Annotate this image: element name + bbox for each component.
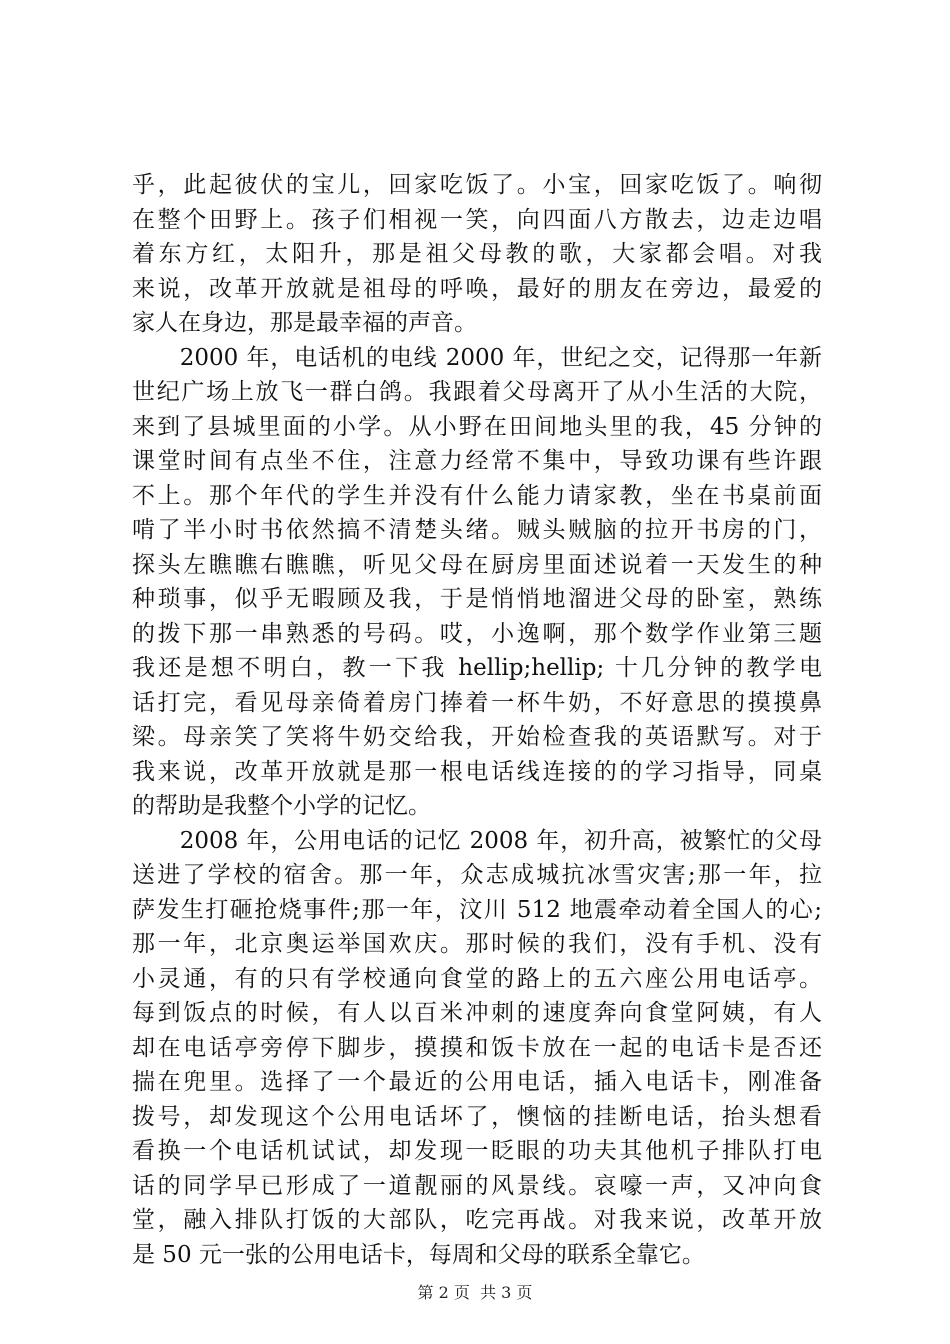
text-line: 啃了半小时书依然搞不清楚头绪。贼头贼脑的拉开书房的门， bbox=[132, 517, 822, 543]
text-line: 种琐事，似乎无暇顾及我，于是悄悄地溜进父母的卧室，熟练 bbox=[132, 586, 822, 612]
body-text bbox=[132, 168, 822, 1272]
text-line: 着东方红，太阳升，那是祖父母教的歌，大家都会唱。对我 bbox=[132, 241, 822, 267]
text-line: 每到饭点的时候，有人以百米冲刺的速度奔向食堂阿姨，有人 bbox=[132, 1000, 822, 1026]
text-line: 课堂时间有点坐不住，注意力经常不集中，导致功课有些许跟 bbox=[132, 448, 822, 474]
text-line: 是 50 元一张的公用电话卡，每周和父母的联系全靠它。 bbox=[132, 1241, 705, 1268]
text-line: 却在电话亭旁停下脚步，摸摸和饭卡放在一起的电话卡是否还 bbox=[132, 1034, 822, 1061]
text-line: 拨号，却发现这个公用电话坏了，懊恼的挂断电话，抬头想看 bbox=[132, 1103, 822, 1130]
text-line: 的拨下那一串熟悉的号码。哎，小逸啊，那个数学作业第三题 bbox=[132, 620, 822, 647]
text-line: 堂，融入排队打饭的大部队，吃完再战。对我来说，改革开放 bbox=[132, 1207, 822, 1233]
text-line: 小灵通，有的只有学校通向食堂的路上的五六座公用电话亭。 bbox=[132, 965, 822, 992]
page-footer: 第 2 页 共 3 页 bbox=[417, 1283, 533, 1302]
text-line: 话打完，看见母亲倚着房门捧着一杯牛奶，不好意思的摸摸鼻 bbox=[132, 689, 822, 716]
text-line: 乎，此起彼伏的宝儿，回家吃饭了。小宝，回家吃饭了。响彻 bbox=[132, 172, 822, 198]
text-line: 我还是想不明白，教一下我 hellip;hellip; 十几分钟的教学电 bbox=[132, 655, 822, 681]
text-line: 萨发生打砸抢烧事件;那一年，汶川 512 地震牵动着全国人的心; bbox=[132, 896, 822, 923]
text-line: 话的同学早已形成了一道靓丽的风景线。哀嚎一声，又冲向食 bbox=[132, 1172, 822, 1199]
text-line: 那一年，北京奥运举国欢庆。那时候的我们，没有手机、没有 bbox=[132, 931, 822, 957]
text-line: 世纪广场上放飞一群白鸽。我跟着父母离开了从小生活的大院， bbox=[132, 379, 822, 405]
text-line: 来到了县城里面的小学。从小野在田间地头里的我，45 分钟的 bbox=[132, 413, 822, 440]
text-line: 送进了学校的宿舍。那一年，众志成城抗冰雪灾害;那一年，拉 bbox=[132, 862, 822, 888]
text-line: 揣在兜里。选择了一个最近的公用电话，插入电话卡，刚准备 bbox=[132, 1069, 822, 1095]
text-line: 看换一个电话机试试，却发现一眨眼的功夫其他机子排队打电 bbox=[132, 1138, 822, 1164]
text-line: 2008 年，公用电话的记忆 2008 年，初升高，被繁忙的父母 bbox=[132, 827, 822, 854]
text-line: 家人在身边，那是最幸福的声音。 bbox=[132, 310, 477, 336]
text-line: 的帮助是我整个小学的记忆。 bbox=[132, 793, 431, 819]
text-line: 来说，改革开放就是祖母的呼唤，最好的朋友在旁边，最爱的 bbox=[132, 275, 822, 302]
text-line: 我来说，改革开放就是那一根电话线连接的的学习指导，同桌 bbox=[132, 758, 822, 785]
text-line: 不上。那个年代的学生并没有什么能力请家教，坐在书桌前面 bbox=[132, 482, 822, 509]
text-line: 探头左瞧瞧右瞧瞧，听见父母在厨房里面述说着一天发生的种 bbox=[132, 551, 822, 578]
text-line: 在整个田野上。孩子们相视一笑，向四面八方散去，边走边唱 bbox=[132, 206, 822, 233]
text-line: 2000 年，电话机的电线 2000 年，世纪之交，记得那一年新 bbox=[132, 344, 822, 371]
text-line: 梁。母亲笑了笑将牛奶交给我，开始检查我的英语默写。对于 bbox=[132, 724, 822, 750]
